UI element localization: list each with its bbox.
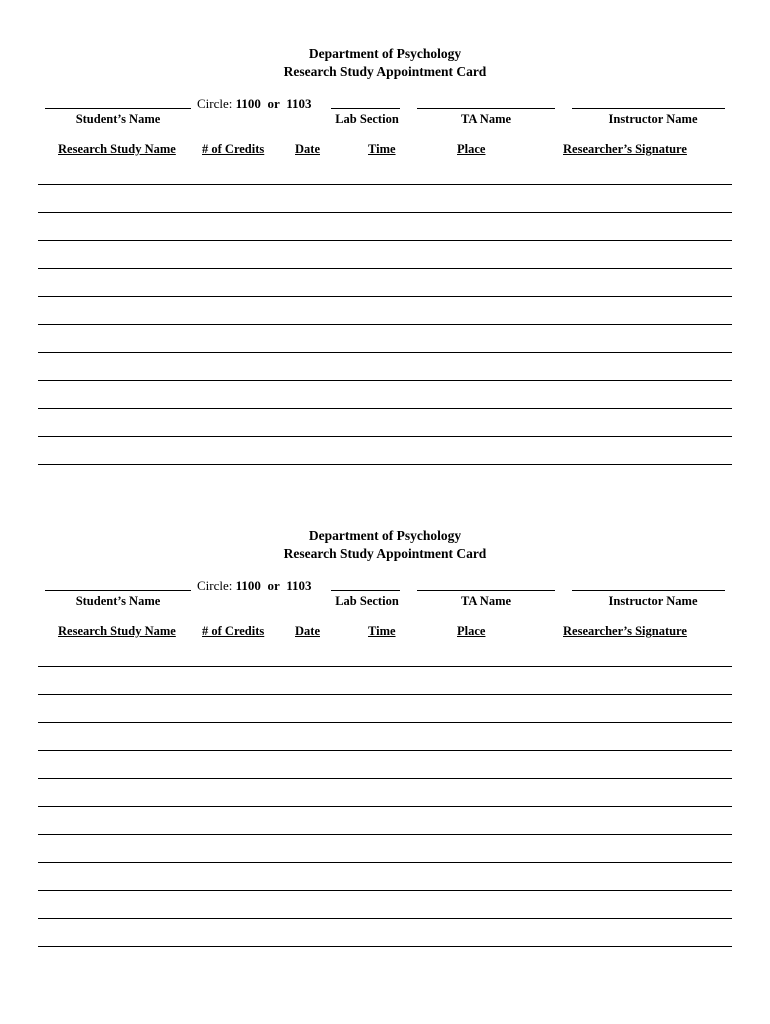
lab-section-field[interactable]: [331, 590, 400, 591]
student-name-label: Student’s Name: [75, 594, 161, 608]
card-title-department: Department of Psychology: [308, 528, 462, 543]
lab-section-field[interactable]: [331, 108, 400, 109]
student-name-field[interactable]: [45, 108, 191, 109]
entry-row-line[interactable]: [38, 834, 732, 835]
column-header-credits: # of Credits: [202, 142, 265, 156]
column-header-time: Time: [368, 624, 396, 638]
entry-row-line[interactable]: [38, 946, 732, 947]
card-title-appointment: Research Study Appointment Card: [283, 64, 487, 79]
entry-row-line[interactable]: [38, 722, 732, 723]
entry-row-line[interactable]: [38, 240, 732, 241]
course-circle-choice: [197, 578, 312, 594]
entry-row-line[interactable]: [38, 464, 732, 465]
instructor-name-label: Instructor Name: [608, 112, 698, 126]
entry-row-line[interactable]: [38, 436, 732, 437]
column-header-time: Time: [368, 142, 396, 156]
entry-row-line[interactable]: [38, 324, 732, 325]
entry-row-line[interactable]: [38, 750, 732, 751]
ta-name-label: TA Name: [460, 112, 512, 126]
entry-row-line[interactable]: [38, 862, 732, 863]
column-header-date: Date: [295, 624, 320, 638]
course-option-1100[interactable]: 1100: [235, 578, 261, 593]
entry-row-line[interactable]: [38, 918, 732, 919]
column-header-date: Date: [295, 142, 320, 156]
column-header-credits: # of Credits: [202, 624, 265, 638]
ta-name-field[interactable]: [417, 108, 555, 109]
column-header-signature: Researcher’s Signature: [563, 624, 687, 638]
entry-row-line[interactable]: [38, 806, 732, 807]
appointment-card-1: [0, 0, 770, 480]
instructor-name-field[interactable]: [572, 590, 725, 591]
student-name-label: Student’s Name: [75, 112, 161, 126]
column-header-place: Place: [457, 142, 486, 156]
entry-row-line[interactable]: [38, 408, 732, 409]
entry-row-line[interactable]: [38, 890, 732, 891]
entry-row-line[interactable]: [38, 296, 732, 297]
entry-row-line[interactable]: [38, 380, 732, 381]
column-header-signature: Researcher’s Signature: [563, 142, 687, 156]
entry-row-line[interactable]: [38, 666, 732, 667]
ta-name-label: TA Name: [460, 594, 512, 608]
entry-row-line[interactable]: [38, 694, 732, 695]
card-title-department: Department of Psychology: [308, 46, 462, 61]
circle-or: or: [267, 96, 280, 111]
ta-name-field[interactable]: [417, 590, 555, 591]
entry-row-line[interactable]: [38, 212, 732, 213]
course-option-1103[interactable]: 1103: [286, 96, 312, 111]
column-header-place: Place: [457, 624, 486, 638]
course-circle-choice: [197, 96, 312, 112]
instructor-name-field[interactable]: [572, 108, 725, 109]
entry-row-line[interactable]: [38, 268, 732, 269]
entry-row-line[interactable]: [38, 778, 732, 779]
student-name-field[interactable]: [45, 590, 191, 591]
course-option-1100[interactable]: 1100: [235, 96, 261, 111]
lab-section-label: Lab Section: [335, 112, 399, 126]
circle-prefix: Circle:: [197, 578, 236, 593]
entry-row-line[interactable]: [38, 352, 732, 353]
entry-row-line[interactable]: [38, 184, 732, 185]
circle-or: or: [267, 578, 280, 593]
circle-prefix: Circle:: [197, 96, 236, 111]
instructor-name-label: Instructor Name: [608, 594, 698, 608]
card-title-appointment: Research Study Appointment Card: [283, 546, 487, 561]
appointment-card-2: [0, 482, 770, 962]
column-header-study-name: Research Study Name: [58, 142, 176, 156]
lab-section-label: Lab Section: [335, 594, 399, 608]
column-header-study-name: Research Study Name: [58, 624, 176, 638]
course-option-1103[interactable]: 1103: [286, 578, 312, 593]
